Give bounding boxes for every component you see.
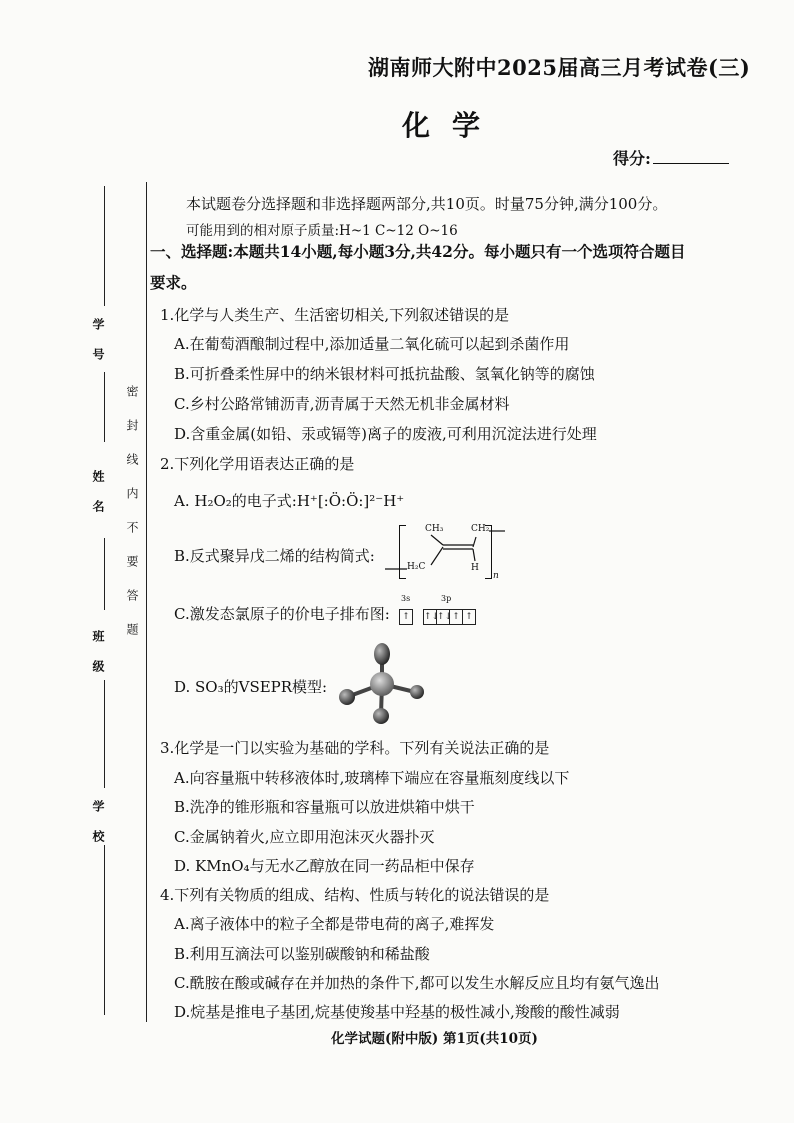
intro-line-1: 本试题卷分选择题和非选择题两部分,共10页。时量75分钟,满分100分。 bbox=[186, 195, 668, 213]
question-2-option-d: D. SO₃的VSEPR模型: bbox=[174, 678, 328, 696]
question-1-stem: 1.化学与人类生产、生活密切相关,下列叙述错误的是 bbox=[160, 306, 510, 324]
question-3-option-d: D. KMnO₄与无水乙醇放在同一药品柜中保存 bbox=[174, 857, 475, 875]
question-3-option-b: B.洗净的锥形瓶和容量瓶可以放进烘箱中烘干 bbox=[174, 798, 475, 816]
structure-bonds bbox=[385, 521, 510, 583]
class-blank bbox=[104, 680, 105, 788]
class-label: 班级 bbox=[91, 630, 105, 690]
question-1-option-a: A.在葡萄酒酿制过程中,添加适量二氧化硫可以起到杀菌作用 bbox=[174, 335, 570, 353]
section-title-line-1: 一、选择题:本题共14小题,每小题3分,共42分。每小题只有一个选项符合题目 bbox=[150, 242, 686, 261]
intro-line-2: 可能用到的相对原子质量:H~1 C~12 O~16 bbox=[186, 223, 458, 239]
school-blank bbox=[104, 845, 105, 1015]
question-4-option-c: C.酰胺在酸或碱存在并加热的条件下,都可以发生水解反应且均有氨气逸出 bbox=[174, 974, 660, 992]
exam-title: 湖南师大附中2025届高三月考试卷(三) bbox=[368, 55, 751, 80]
question-3-option-a: A.向容量瓶中转移液体时,玻璃棒下端应在容量瓶刻度线以下 bbox=[174, 769, 570, 787]
question-1-option-d: D.含重金属(如铅、汞或镉等)离子的废液,可利用沉淀法进行处理 bbox=[174, 425, 597, 443]
question-4-option-d: D.烷基是推电子基团,烷基使羧基中羟基的极性减小,羧酸的酸性减弱 bbox=[174, 1003, 620, 1021]
polyisoprene-structure bbox=[385, 521, 510, 583]
ch2-label: CH₂ bbox=[471, 524, 490, 534]
h2c-label: H₂C bbox=[407, 562, 426, 572]
name-label: 姓名 bbox=[91, 470, 105, 530]
orbital-3s-label: 3s bbox=[401, 594, 411, 603]
so3-vsepr-model bbox=[335, 640, 430, 725]
orbital-3p-label: 3p bbox=[441, 594, 452, 603]
question-1-option-c: C.乡村公路常铺沥青,沥青属于天然无机非金属材料 bbox=[174, 395, 510, 413]
orbital-3p-boxes: ↑↓↑↓↑ ↑ bbox=[423, 606, 475, 625]
score-field bbox=[613, 146, 729, 169]
student-id-blank-lower bbox=[104, 372, 105, 442]
subject-title: 化学 bbox=[402, 109, 503, 142]
page-footer: 化学试题(附中版) 第1页(共10页) bbox=[331, 1031, 538, 1047]
question-2-option-a: A. H₂O₂的电子式:H⁺[:Ö:Ö:]²⁻H⁺ bbox=[174, 492, 405, 510]
school-label: 学校 bbox=[91, 800, 105, 860]
name-blank bbox=[104, 538, 105, 610]
question-4-stem: 4.下列有关物质的组成、结构、性质与转化的说法错误的是 bbox=[160, 886, 550, 904]
question-2-option-c: C.激发态氯原子的价电子排布图: bbox=[174, 605, 390, 623]
ch3-label: CH₃ bbox=[425, 524, 444, 534]
question-2-option-b: B.反式聚异戊二烯的结构简式: bbox=[174, 547, 375, 565]
n-subscript: n bbox=[493, 571, 499, 581]
question-3-stem: 3.化学是一门以实验为基础的学科。下列有关说法正确的是 bbox=[160, 739, 550, 757]
question-3-option-c: C.金属钠着火,应立即用泡沫灭火器扑灭 bbox=[174, 828, 435, 846]
question-2-stem: 2.下列化学用语表达正确的是 bbox=[160, 455, 355, 473]
orbital-3s-box: ↑ bbox=[399, 606, 412, 625]
student-id-blank bbox=[104, 186, 105, 306]
question-1-option-b: B.可折叠柔性屏中的纳米银材料可抵抗盐酸、氢氧化钠等的腐蚀 bbox=[174, 365, 595, 383]
student-id-label: 学号 bbox=[91, 318, 105, 378]
score-blank bbox=[653, 149, 729, 164]
section-title-line-2: 要求。 bbox=[150, 273, 197, 292]
seal-warning: 密封线内不要答题 bbox=[125, 385, 139, 657]
question-4-option-a: A.离子液体中的粒子全都是带电荷的离子,难挥发 bbox=[174, 915, 495, 933]
h-label: H bbox=[471, 563, 479, 573]
question-4-option-b: B.利用互滴法可以鉴别碳酸钠和稀盐酸 bbox=[174, 945, 430, 963]
score-label: 得分: bbox=[613, 149, 651, 168]
binding-line bbox=[146, 182, 147, 1022]
